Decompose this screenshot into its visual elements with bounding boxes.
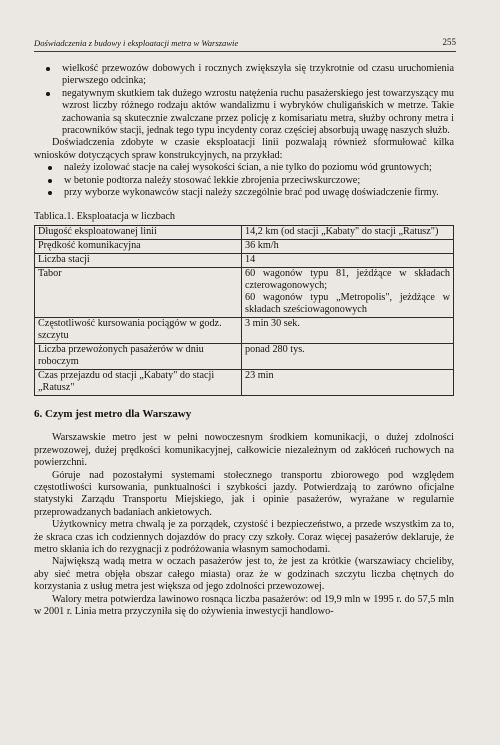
table-caption: Tablica.1. Eksploatacja w liczbach (34, 211, 175, 223)
table-cell-value: 23 min (242, 369, 454, 395)
section-heading: 6. Czym jest metro dla Warszawy (34, 407, 192, 420)
table-cell-label: Tabor (35, 267, 242, 317)
table-row (35, 253, 454, 267)
table-cell-value: 36 km/h (242, 239, 454, 253)
table-cell-value (242, 267, 454, 317)
statistics-table (34, 225, 454, 396)
list-item: należy izolować stacje na całej wysokości ścian, a nie tylko do poziomu wód gruntowych; (48, 162, 454, 174)
table-row (35, 369, 454, 395)
tabor-line-2: 60 wagonów typu „Metropolis", jeżdżące w składach sześciowagonowych (245, 291, 450, 315)
table-cell-value: 3 min 30 sek. (242, 317, 454, 343)
table-cell-label: Częstotliwość kursowania pociągów w godz. szczytu (35, 317, 242, 343)
table-cell-label: Liczba przewożonych pasażerów w dniu roboczym (35, 343, 242, 369)
list-item: w betonie podtorza należy stosować lekkie zbrojenia przeciwskurczowe; (48, 175, 454, 187)
table-cell-value: 14,2 km (od stacji „Kabaty" do stacji „Ratusz") (242, 225, 454, 239)
section-paragraph: Największą wadą metra w oczach pasażerów jest to, że jest za krótkie (warszawiacy chcieliby, aby sieć metra objęła obszar całego miasta) oraz że w godzinach szczytu liczba chętnych do korzystania z usług metra jest większa od jego zdolności przewozowej. (34, 556, 454, 593)
list-item: wielkość przewozów dobowych i rocznych zwiększyła się trzykrotnie od czasu uruchomienia pierwszego odcinka; (46, 63, 454, 88)
table-row (35, 317, 454, 343)
table-row (35, 225, 454, 239)
table-row (35, 267, 454, 317)
table-cell-value: ponad 280 tys. (242, 343, 454, 369)
table-cell-label: Prędkość komunikacyjna (35, 239, 242, 253)
list-item: negatywnym skutkiem tak dużego wzrostu natężenia ruchu pasażerskiego jest towarzyszący mu wzrost liczby różnego rodzaju aktów wandalizmu i wybryków chuligańskich w metrze. Takie zachowania są skutecznie zwalczane przez policję z komisariatu metra, służby ochrony metra i pracowników stacji, jednak tego typu incydenty coraz częściej absorbują uwagę naszych służb. (46, 88, 454, 138)
body-content (34, 63, 454, 618)
table-cell-value: 14 (242, 253, 454, 267)
intro-bullet-list (34, 63, 454, 137)
list-item: przy wyborze wykonawców stacji należy szczególnie brać pod uwagę doświadczenie firmy. (48, 187, 454, 199)
experience-paragraph: Doświadczenia zdobyte w czasie eksploatacji linii pozwalają również sformułować kilka wniosków dotyczących spraw konstrukcyjnych, na przykład: (34, 137, 454, 161)
section-paragraph: Użytkownicy metra chwalą je za porządek, czystość i bezpieczeństwo, a przede wszystkim za to, że skraca czas ich codziennych dojazdów do pracy czy szkoły. Coraz więcej pasażerów deklaruje, że metro skłania ich do rezygnacji z podróżowania własnym samochodami. (34, 519, 454, 555)
construction-bullet-list (34, 162, 454, 199)
section-paragraph: Walory metra potwierdza lawinowo rosnąca liczba pasażerów: od 19,9 mln w 1995 r. do 57,5 mln w 2001 r. Linia metra przyczyniła się do ożywienia inwestycji handlowo- (34, 593, 454, 617)
section-paragraph: Warszawskie metro jest w pełni nowoczesnym środkiem komunikacji, o dużej zdolności przewozowej, dużej prędkości komunikacyjnej, całkowicie niezależnym od zakłóceń ruchowych na powierzchni. (34, 432, 454, 469)
running-header (34, 37, 456, 52)
table-cell-label: Liczba stacji (35, 253, 242, 267)
table-row (35, 239, 454, 253)
section-paragraph: Góruje nad pozostałymi systemami stołecznego transportu zbiorowego pod względem częstotliwości kursowania, punktualności i szybkości jazdy. Potwierdzają to zarówno oficjalne statystyki Zarządu Transportu Miejskiego, jak i opinie pasażerów, wyrażane w regularnie przeprowadzanych badaniach ankietowych. (34, 469, 454, 518)
header-title: Doświadczenia z budowy i eksploatacji metra w Warszawie (34, 38, 239, 48)
page-number: 255 (442, 37, 456, 47)
table-row (35, 343, 454, 369)
tabor-line-1: 60 wagonów typu 81, jeżdżące w składach czterowagonowych; (245, 267, 450, 291)
table-cell-label: Długość eksploatowanej linii (35, 225, 242, 239)
table-cell-label: Czas przejazdu od stacji „Kabaty" do stacji „Ratusz" (35, 369, 242, 395)
